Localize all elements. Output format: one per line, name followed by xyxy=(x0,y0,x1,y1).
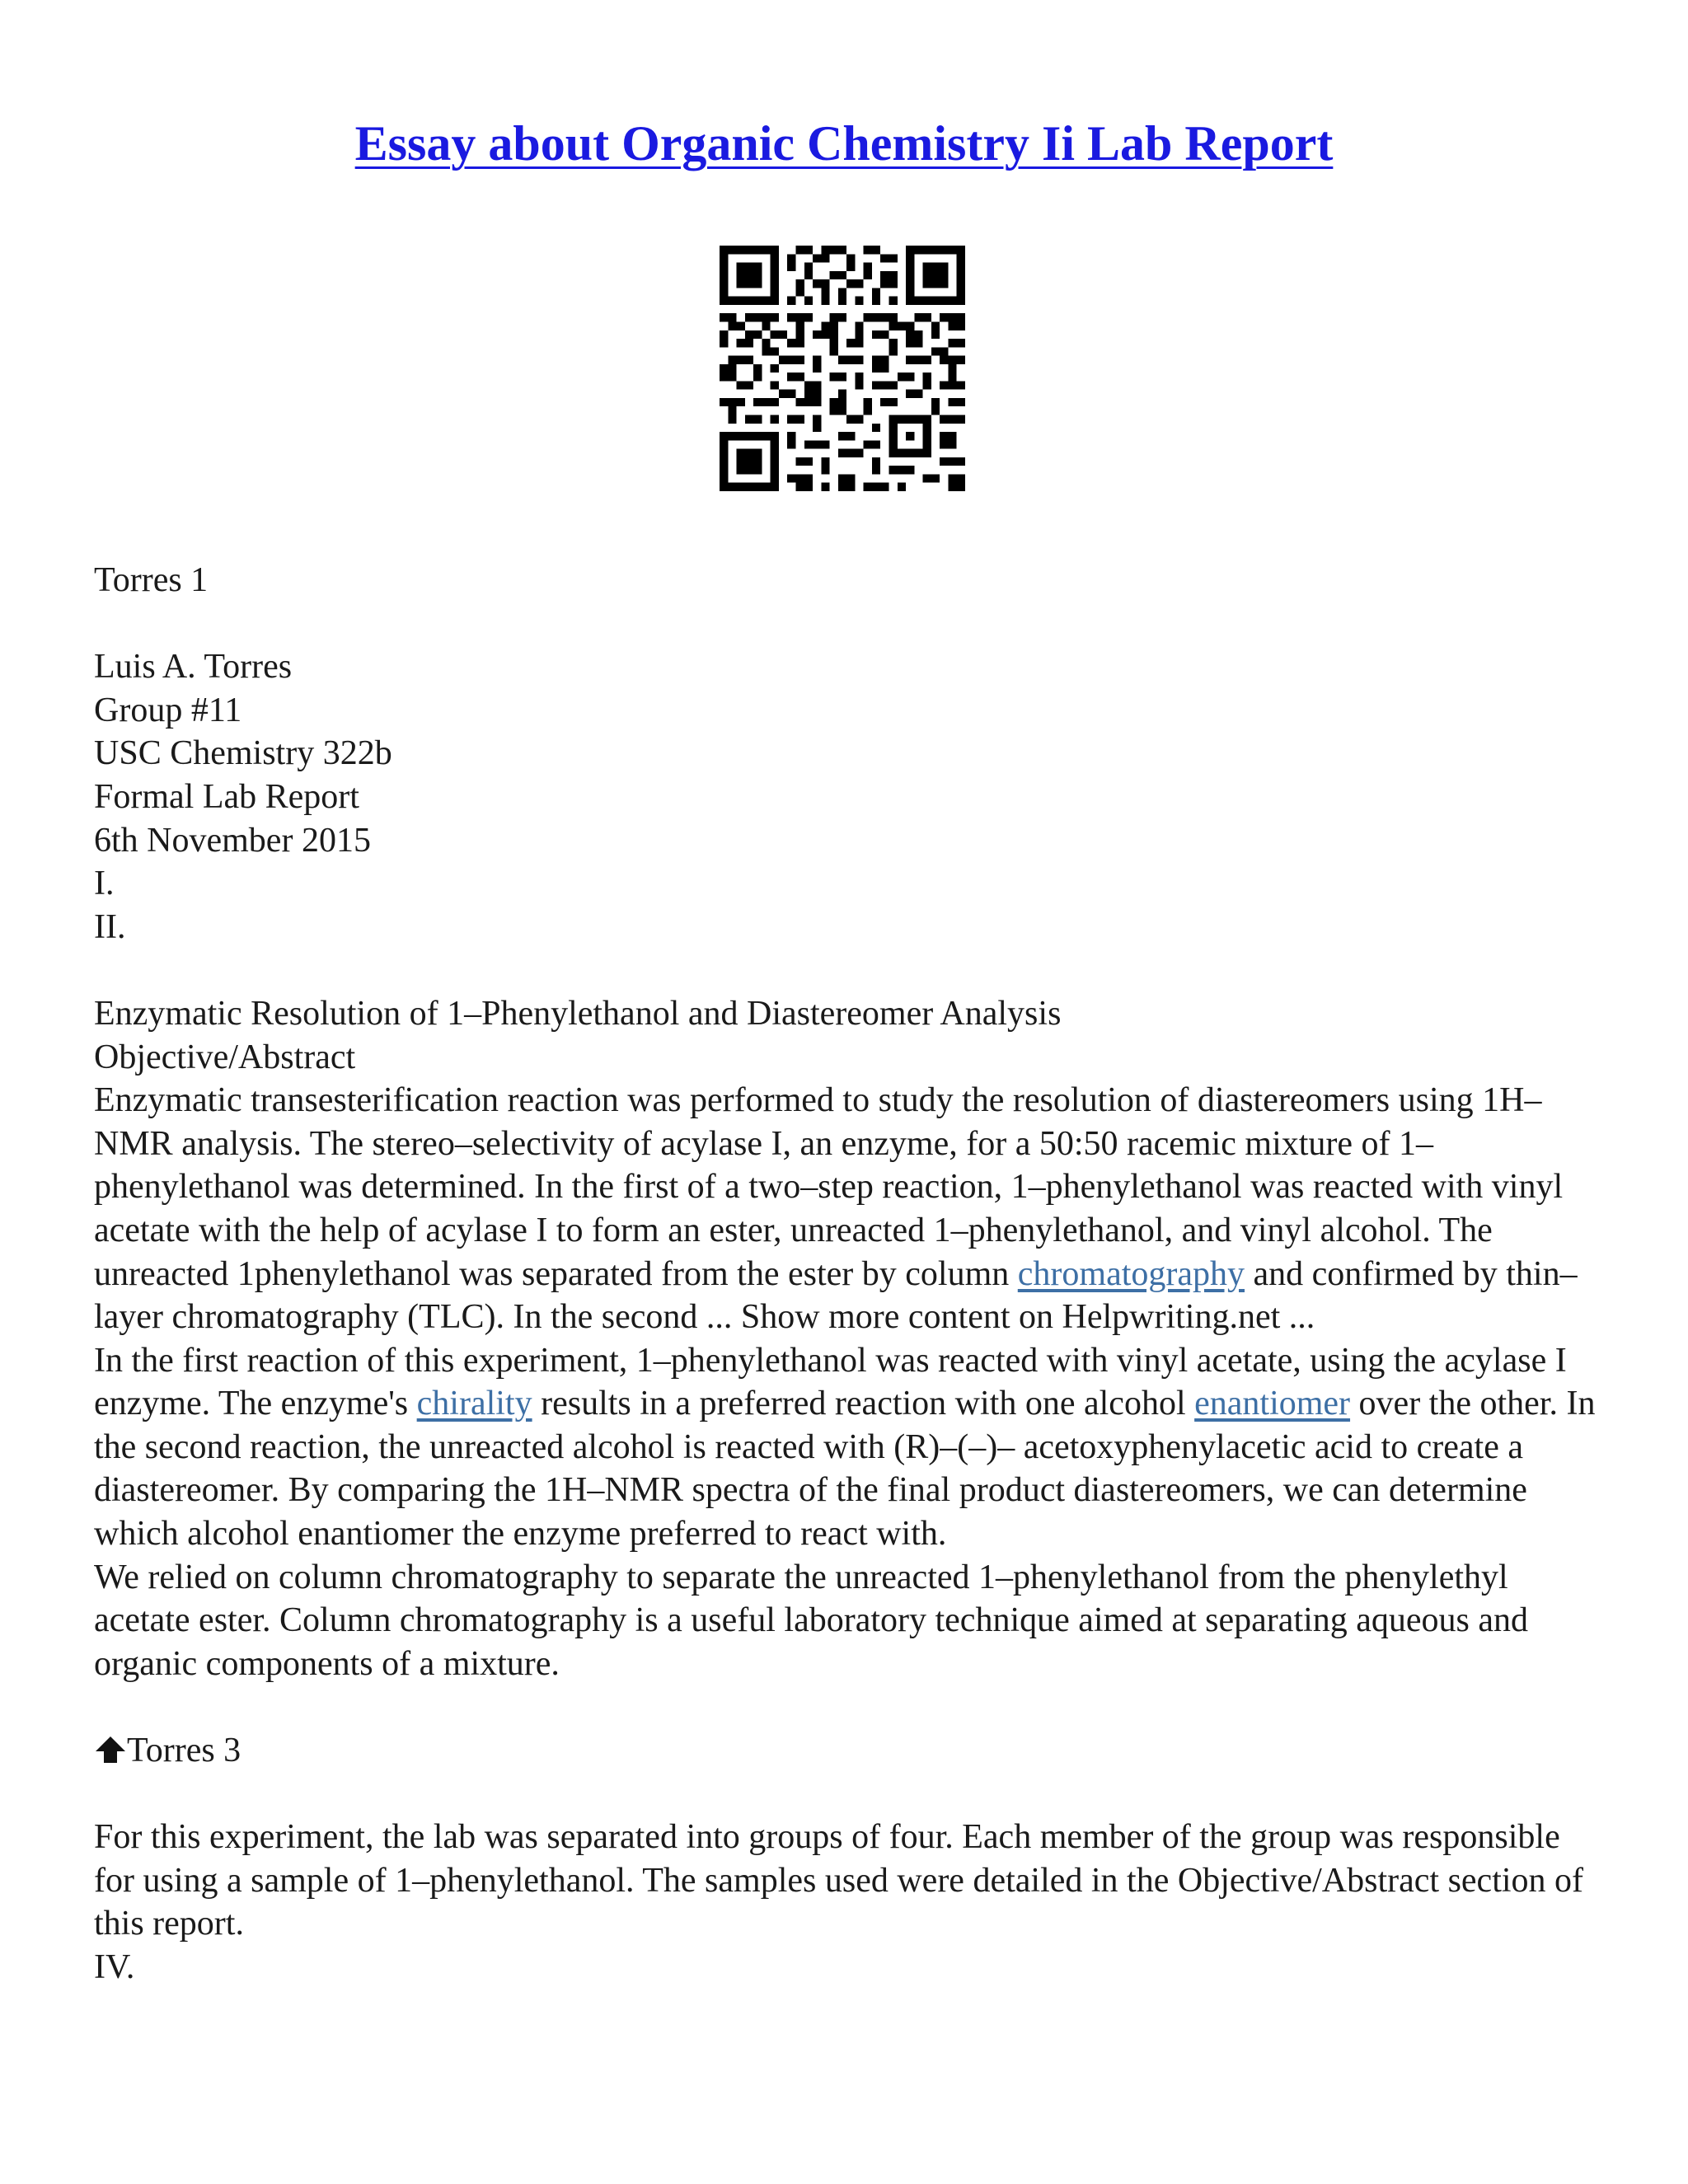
course-name: USC Chemistry 322b xyxy=(94,734,392,773)
group-number: Group #11 xyxy=(94,691,242,729)
section-ii-label: II. xyxy=(94,907,126,946)
up-arrow-icon xyxy=(94,1735,127,1765)
page-header-1: Torres 1 xyxy=(94,561,209,599)
document-body xyxy=(94,559,1602,1990)
document-title-link[interactable]: Essay about Organic Chemistry Ii Lab Report xyxy=(354,116,1334,171)
page-header-3-text: Torres 3 xyxy=(127,1732,241,1770)
abstract-paragraph xyxy=(94,1079,1602,1339)
report-title: Enzymatic Resolution of 1–Phenylethanol and Diastereomer Analysis xyxy=(94,994,1062,1033)
spacer xyxy=(94,1773,1602,1816)
qr-code-icon xyxy=(720,246,965,491)
chirality-link[interactable]: chirality xyxy=(416,1385,532,1423)
author-name: Luis A. Torres xyxy=(94,648,293,687)
report-date: 6th November 2015 xyxy=(94,821,371,860)
spacer xyxy=(94,602,1602,646)
enantiomer-link[interactable]: enantiomer xyxy=(1194,1385,1351,1423)
results-text-1: In the first reaction of this experiment, 1–phenylethanol was reacted with vinyl acetate, using the acylase I enzyme. The enzyme's xyxy=(94,1341,1567,1423)
section-iv-label: IV. xyxy=(94,1948,135,1986)
page-header-3 xyxy=(94,1729,1602,1773)
section-i-label: I. xyxy=(94,865,115,903)
abstract-heading: Objective/Abstract xyxy=(94,1038,356,1076)
results-text-3: over the other. In the second reaction, the unreacted alcohol is reacted with (R)–(–)– acetoxyphenylacetic acid to create a diastereomer. By comparing the 1H–NMR spectra of the final product diastereomers, we can determine which alcohol enantiomer the enzyme preferred to react with. xyxy=(94,1385,1596,1554)
report-type: Formal Lab Report xyxy=(94,777,359,816)
chromatography-link[interactable]: chromatography xyxy=(1017,1254,1245,1293)
abstract-text-1: Enzymatic transesterification reaction was performed to study the resolution of diastereomers using 1H–NMR analysis. The stereo–selectivity of acylase I, an enzyme, for a 50:50 racemic mixture of 1–phenylethanol was determined. In the first of a two–step reaction, 1–phenylethanol was reacted with vinyl acetate with the help of acylase I to form an ester, unreacted 1–phenylethanol, and vinyl alcohol. The unreacted 1phenylethanol was separated from the ester by column xyxy=(94,1081,1564,1293)
results-paragraph xyxy=(94,1339,1602,1556)
abstract-text-2: and confirmed by thin–layer chromatography (TLC). In the second ... Show more content on Helpwriting.net ... xyxy=(94,1254,1578,1337)
chromatography-paragraph: We relied on column chromatography to separate the unreacted 1–phenylethanol from the phenylethyl acetate ester. Column chromatography is a useful laboratory technique aimed at separating aqueous and organic components of a mixture. xyxy=(94,1558,1529,1683)
methods-paragraph: For this experiment, the lab was separated into groups of four. Each member of the group was responsible for using a sample of 1–phenylethanol. The samples used were detailed in the Objective/Abstract section of this report. xyxy=(94,1818,1584,1943)
title-container xyxy=(0,115,1688,172)
spacer xyxy=(94,949,1602,992)
results-text-2: results in a preferred reaction with one alcohol xyxy=(541,1385,1186,1423)
spacer xyxy=(94,1685,1602,1729)
